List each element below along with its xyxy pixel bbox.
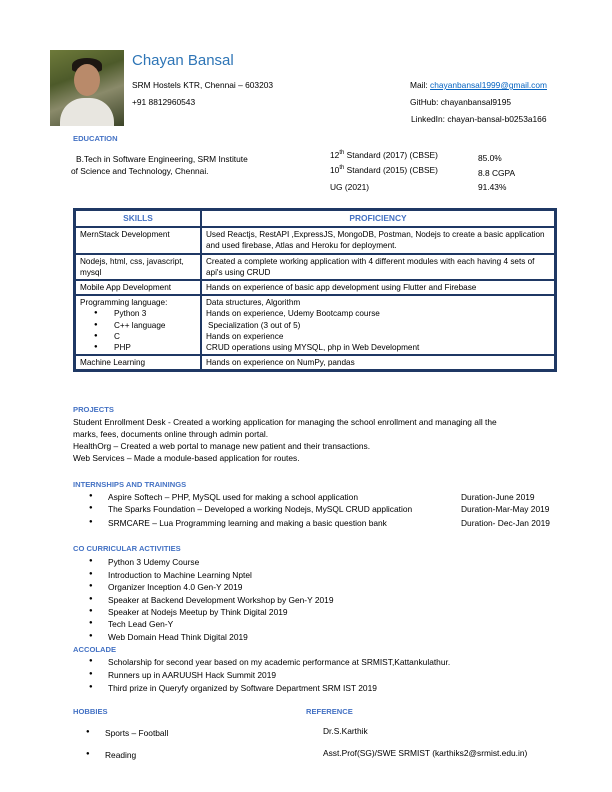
duration: Duration- Dec-Jan 2019 — [461, 518, 550, 528]
list-item: ● Speaker at Nodejs Meetup by Think Digital 2019 — [108, 607, 288, 617]
degree-line1: B.Tech in Software Engineering, SRM Institute — [76, 154, 248, 164]
accolade-heading: ACCOLADE — [73, 645, 117, 654]
edu-row-10th: 10th Standard (2015) (CBSE) — [330, 165, 438, 175]
project-line: marks, fees, documents online through admin portal. — [73, 429, 269, 439]
cocurricular-heading: CO CURRICULAR ACTIVITIES — [73, 544, 181, 553]
list-item: ● Scholarship for second year based on my academic performance at SRMIST,Kattankulathur. — [108, 657, 450, 667]
education-heading: EDUCATION — [73, 134, 118, 143]
table-row — [75, 295, 555, 355]
list-item: ● Runners up in AARUUSH Hack Summit 2019 — [108, 670, 276, 680]
list-item: ● Introduction to Machine Learning Nptel — [108, 570, 252, 580]
skill-mern: MernStack Development — [75, 227, 201, 253]
address: SRM Hostels KTR, Chennai – 603203 — [132, 80, 274, 90]
prof-mobile: Hands on experience of basic app development using Flutter and Firebase — [201, 280, 555, 295]
list-item: ● Tech Lead Gen-Y — [108, 619, 173, 629]
list-item: ● Web Domain Head Think Digital 2019 — [108, 632, 248, 642]
projects-heading: PROJECTS — [73, 405, 114, 414]
edu-score-12th: 85.0% — [478, 153, 502, 163]
project-line: Student Enrollment Desk - Created a working application for managing the school enrollment and managing all the — [73, 417, 497, 427]
table-row — [75, 280, 555, 295]
edu-row-12th: 12th Standard (2017) (CBSE) — [330, 150, 438, 160]
edu-score-ug: 91.43% — [478, 182, 507, 192]
github: GitHub: chayanbansal9195 — [410, 97, 512, 107]
list-item: ● SRMCARE – Lua Programming learning and making a basic question bank — [108, 518, 387, 528]
prof-ml: Hands on experience on NumPy, pandas — [201, 355, 555, 370]
internships-heading: INTERNSHIPS AND TRAININGS — [73, 480, 187, 489]
table-row — [75, 254, 555, 280]
list-item: ● Python 3 Udemy Course — [108, 557, 199, 567]
skills-header: SKILLS — [75, 210, 201, 227]
duration: Duration-June 2019 — [461, 492, 535, 502]
skill-ml: Machine Learning — [75, 355, 201, 370]
reference-detail: Asst.Prof(SG)/SWE SRMIST (karthiks2@srmist.edu.in) — [323, 748, 528, 758]
prof-node: Created a complete working application with 4 different modules with each having 4 sets of api's using CRUD — [201, 254, 555, 280]
project-line: HealthOrg – Created a web portal to manage new patient and their transactions. — [73, 441, 371, 451]
profile-photo — [50, 50, 124, 126]
prof-programming: Data structures, Algorithm Hands on experience, Udemy Bootcamp course Specialization (3 out of 5) Hands on experience CRUD operations using MYSQL, php in Web Development — [201, 295, 555, 355]
linkedin: LinkedIn: chayan-bansal-b0253a166 — [411, 114, 547, 124]
list-item: ● Speaker at Backend Development Workshop by Gen-Y 2019 — [108, 595, 333, 605]
edu-score-10th: 8.8 CGPA — [478, 168, 516, 178]
email-label: Mail: — [410, 80, 428, 90]
skills-table — [73, 208, 557, 372]
skill-node: Nodejs, html, css, javascript, mysql — [75, 254, 201, 280]
degree-line2: of Science and Technology, Chennai. — [71, 166, 209, 176]
hobbies-heading: HOBBIES — [73, 707, 108, 716]
project-line: Web Services – Made a module-based application for routes. — [73, 453, 300, 463]
list-item: ● Organizer Inception 4.0 Gen-Y 2019 — [108, 582, 242, 592]
list-item: ● Sports – Football — [105, 728, 168, 738]
skill-programming: Programming language: ● Python 3 ● C++ language ● C ● PHP — [75, 295, 201, 355]
list-item: ● Third prize in Queryfy organized by Software Department SRM IST 2019 — [108, 683, 377, 693]
list-item: ● The Sparks Foundation – Developed a working Nodejs, MySQL CRUD application — [108, 504, 412, 514]
prof-mern: Used Reactjs, RestAPI ,ExpressJS, MongoDB, Postman, Nodejs to create a basic application and used firebase, Atlas and Heroku for deployment. — [201, 227, 555, 253]
reference-heading: REFERENCE — [306, 707, 353, 716]
skill-mobile: Mobile App Development — [75, 280, 201, 295]
proficiency-header: PROFICIENCY — [201, 210, 555, 227]
email-line — [410, 80, 547, 90]
phone: +91 8812960543 — [132, 97, 196, 107]
list-item: ● Aspire Softech – PHP, MySQL used for making a school application — [108, 492, 358, 502]
list-item: ● Reading — [105, 750, 136, 760]
email-link[interactable]: chayanbansal1999@gmail.com — [430, 80, 547, 90]
table-row — [75, 227, 555, 253]
candidate-name: Chayan Bansal — [132, 52, 234, 69]
reference-name: Dr.S.Karthik — [323, 726, 368, 736]
table-row — [75, 355, 555, 370]
duration: Duration-Mar-May 2019 — [461, 504, 550, 514]
edu-row-ug: UG (2021) — [330, 182, 370, 192]
